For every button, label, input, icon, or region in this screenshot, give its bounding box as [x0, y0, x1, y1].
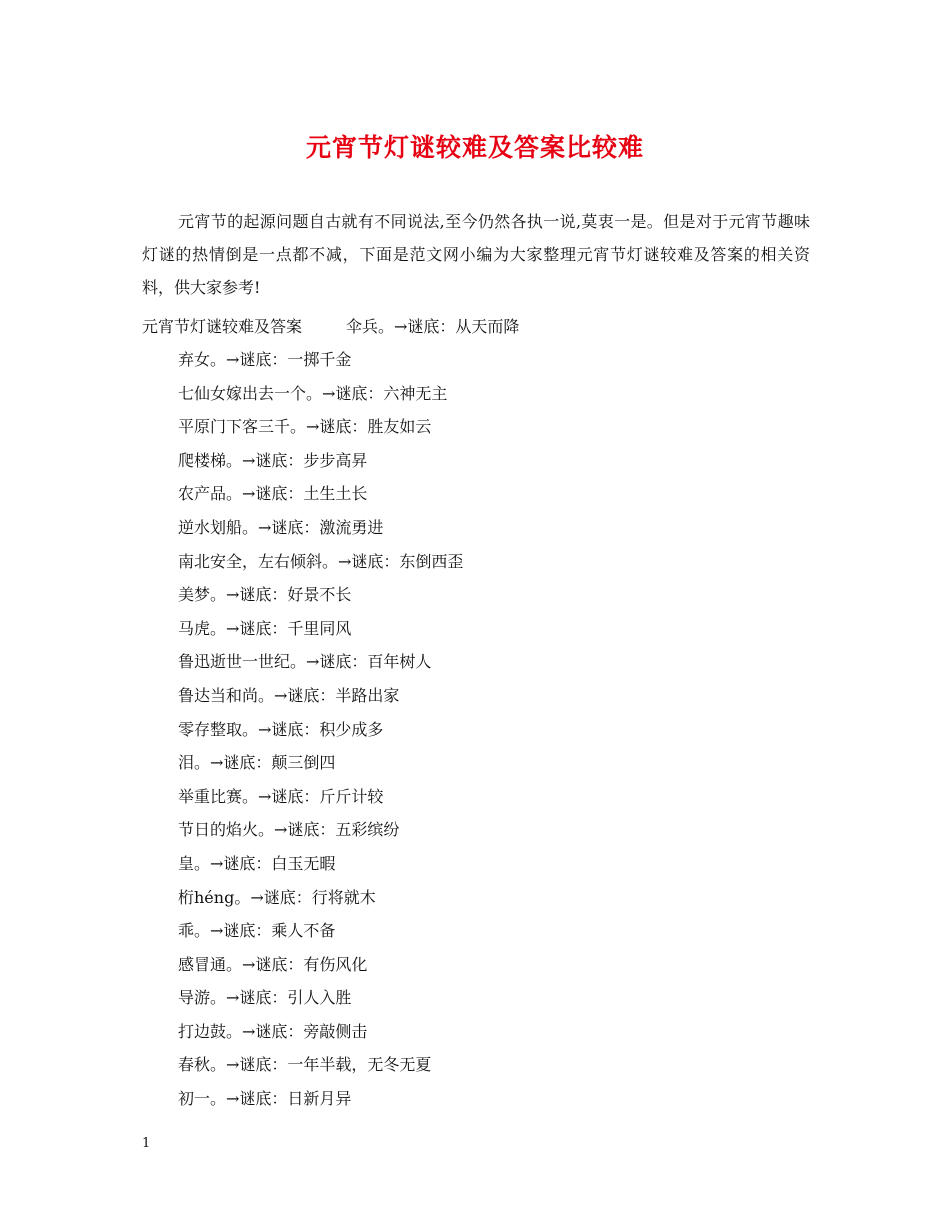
intro-paragraph: 元宵节的起源问题自古就有不同说法,至今仍然各执一说,莫衷一是。但是对于元宵节趣味灯谜的热情倒是一点都不减，下面是范文网小编为大家整理元宵节灯谜较难及答案的相关资料，供大家参考!	[142, 212, 810, 297]
riddle-item: 鲁达当和尚。→谜底：半路出家	[178, 685, 400, 705]
riddle-item: 导游。→谜底：引人入胜	[178, 988, 352, 1008]
riddle-item-first: 伞兵。→谜底：从天而降	[346, 317, 520, 336]
riddle-item: 春秋。→谜底：一年半载，无冬无夏	[178, 1055, 432, 1075]
riddle-item: 七仙女嫁出去一个。→谜底：六神无主	[178, 383, 448, 403]
riddle-item: 泪。→谜底：颠三倒四	[178, 753, 336, 773]
riddle-item: 打边鼓。→谜底：旁敲侧击	[178, 1021, 368, 1041]
riddle-item: 平原门下客三千。→谜底：胜友如云	[178, 417, 432, 437]
riddle-item: 爬楼梯。→谜底：步步高昇	[178, 450, 368, 470]
section-heading: 元宵节灯谜较难及答案	[142, 317, 303, 336]
page-number: 1	[142, 1136, 151, 1151]
riddle-item: 节日的焰火。→谜底：五彩缤纷	[178, 820, 400, 840]
riddle-item: 初一。→谜底：日新月异	[178, 1089, 352, 1109]
section-line	[142, 313, 519, 341]
riddle-list	[178, 346, 463, 1119]
riddle-item: 桁héng。→谜底：行将就木	[178, 887, 376, 907]
riddle-item: 零存整取。→谜底：积少成多	[178, 719, 384, 739]
riddle-item: 鲁迅逝世一世纪。→谜底：百年树人	[178, 652, 432, 672]
document-title: 元宵节灯谜较难及答案比较难	[305, 133, 644, 162]
riddle-item: 感冒通。→谜底：有伤风化	[178, 954, 368, 974]
riddle-item: 举重比赛。→谜底：斤斤计较	[178, 786, 384, 806]
riddle-item: 皇。→谜底：白玉无暇	[178, 853, 336, 873]
riddle-item: 弃女。→谜底：一掷千金	[178, 350, 352, 369]
riddle-item: 马虎。→谜底：千里同风	[178, 618, 352, 638]
riddle-item: 逆水划船。→谜底：激流勇进	[178, 517, 384, 537]
riddle-item: 农产品。→谜底：土生土长	[178, 484, 368, 504]
riddle-item: 乖。→谜底：乘人不备	[178, 921, 336, 941]
riddle-item: 美梦。→谜底：好景不长	[178, 585, 352, 605]
riddle-item: 南北安全，左右倾斜。→谜底：东倒西歪	[178, 551, 464, 571]
